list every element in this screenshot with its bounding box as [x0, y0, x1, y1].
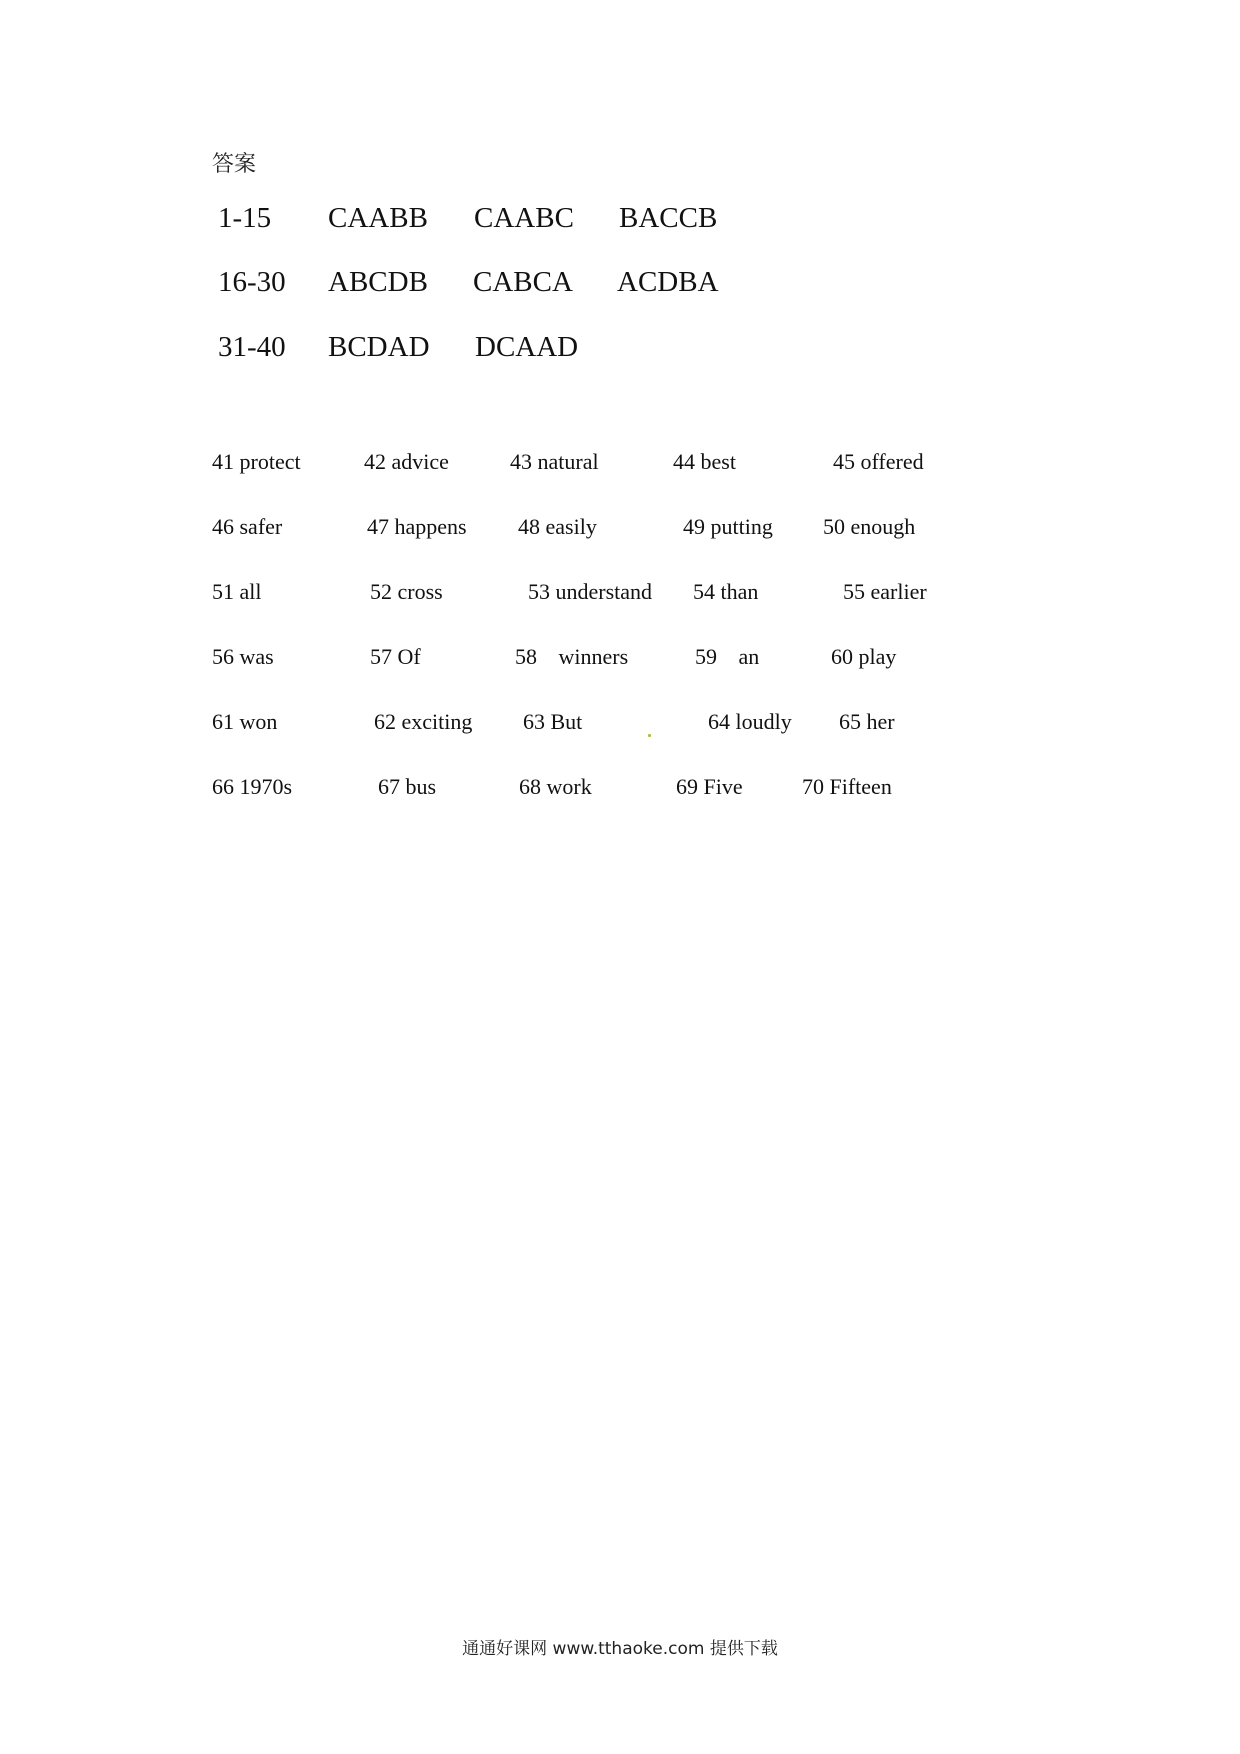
word-answer: 58 winners	[515, 644, 629, 669]
word-answer: 52 cross	[370, 579, 443, 604]
word-answer: 62 exciting	[374, 709, 473, 734]
word-answer: 63 But	[523, 709, 583, 734]
choice-group: BCDAD	[328, 331, 430, 363]
word-answer: 45 offered	[833, 449, 924, 474]
word-answer: 51 all	[212, 579, 262, 604]
word-answer: 49 putting	[683, 514, 773, 539]
word-answer: 69 Five	[676, 774, 743, 799]
choice-group: ABCDB	[328, 266, 428, 298]
choice-range: 31-40	[218, 331, 286, 363]
word-answer: 53 understand	[528, 579, 653, 604]
word-answer: 61 won	[212, 709, 278, 734]
word-answer: 56 was	[212, 644, 274, 669]
word-answer: 44 best	[673, 449, 736, 474]
choice-range: 16-30	[218, 266, 286, 298]
page-title: 答案	[212, 152, 257, 177]
word-answer: 54 than	[693, 579, 759, 604]
word-answer: 46 safer	[212, 514, 283, 539]
word-answer: 42 advice	[364, 449, 449, 474]
word-answer: 70 Fifteen	[802, 774, 892, 799]
choice-group: BACCB	[619, 202, 718, 234]
word-answer: 64 loudly	[708, 709, 792, 734]
choice-group: CAABC	[474, 202, 574, 234]
word-answer: 59 an	[695, 644, 760, 669]
choice-range: 1-15	[218, 202, 272, 234]
choice-group: CABCA	[473, 266, 573, 298]
word-answer: 66 1970s	[212, 774, 293, 799]
page-footer: 通通好课网 www.tthaoke.com 提供下载	[462, 1639, 778, 1659]
word-answer: 55 earlier	[843, 579, 927, 604]
choice-group: CAABB	[328, 202, 428, 234]
word-answer: 48 easily	[518, 514, 597, 539]
word-answer: 47 happens	[367, 514, 467, 539]
choice-group: DCAAD	[475, 331, 579, 363]
word-answer: 43 natural	[510, 449, 599, 474]
word-answer: 57 Of	[370, 644, 421, 669]
word-answer: 65 her	[839, 709, 895, 734]
word-answer: 67 bus	[378, 774, 437, 799]
word-answer: 68 work	[519, 774, 592, 799]
word-answer: 60 play	[831, 644, 897, 669]
choice-group: ACDBA	[617, 266, 719, 298]
stray-mark	[648, 734, 651, 737]
word-answer: 41 protect	[212, 449, 301, 474]
word-answer: 50 enough	[823, 514, 916, 539]
